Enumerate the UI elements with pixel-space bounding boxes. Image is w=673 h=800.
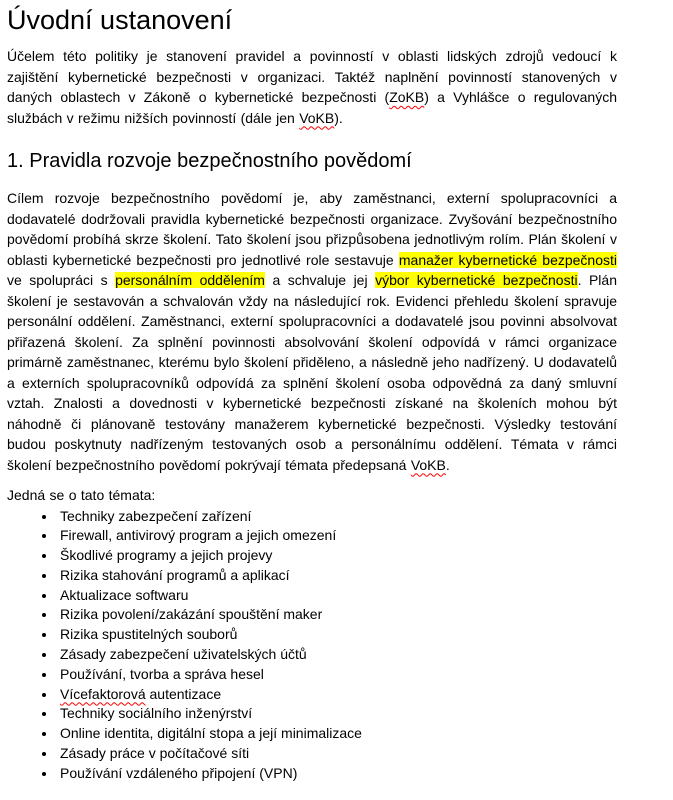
text-run: Rizika stahování programů a aplikací — [60, 566, 290, 583]
highlighted-text: manažer kybernetické bezpečnosti — [398, 251, 617, 268]
topic-list-item — [57, 546, 617, 566]
topic-list-item — [57, 586, 617, 606]
text-run: Používání vzdáleného připojení (VPN) — [60, 764, 298, 781]
topic-list-item — [57, 625, 617, 645]
text-run: Online identita, digitální stopa a její minimalizace — [60, 725, 362, 742]
misspelled-word: VoKB — [299, 109, 335, 126]
topic-list-item — [57, 744, 617, 764]
highlighted-text: personálním oddělením — [115, 272, 265, 288]
text-run: Techniky zabezpečení zařízení — [60, 507, 252, 524]
text-run: Zásady práce v počítačové síti — [60, 745, 250, 762]
topic-list-item — [57, 566, 617, 586]
text-run: autentizace — [145, 685, 222, 702]
highlighted-text: výbor kybernetické bezpečnosti — [375, 272, 578, 288]
topic-list-item — [57, 685, 617, 705]
topic-list-item — [57, 704, 617, 724]
text-run: Zásady zabezpečení uživatelských účtů — [60, 646, 307, 663]
text-run: Firewall, antivirový program a jejich omezení — [60, 527, 337, 544]
topics-list — [7, 507, 617, 784]
text-run: ) a Vyhlášce o regulovaných službách v režimu nižších povinností (dále jen — [7, 89, 617, 126]
body-paragraph — [7, 188, 617, 475]
text-run: Škodlivé programy a jejich projevy — [60, 547, 273, 564]
misspelled-word: Vícefaktorová — [60, 685, 146, 702]
topic-list-item — [57, 764, 617, 784]
document-title: Úvodní ustanovení — [7, 5, 233, 35]
section-heading: 1. Pravidla rozvoje bezpečnostního povědomí — [7, 150, 412, 172]
text-run: Účelem této politiky je stanovení pravidel a povinností v oblasti lidských zdrojů vedoucí k zajištění kybernetické bezpečnosti v organizaci. Taktéž naplnění povinností stanovených v daných oblastech v Zákoně o kybernetické bezpečnosti ( — [7, 48, 617, 105]
text-run: Techniky sociálního inženýrství — [60, 705, 253, 722]
topic-list-item — [57, 507, 617, 527]
intro-paragraph — [7, 46, 617, 128]
text-run: . Plán školení je sestavován a schvalován vždy na následující rok. Evidenci přehledu školení spravuje personální oddělení. Zaměstnanci, externí spolupracovníci a dodavatelé jsou povinni absolvovat přiřazená školení. Za splnění povinnosti absolvování školení odpovídá v rámci organizace primárně zaměstnanec, kterému bylo školení přiděleno, a následně jeho nadřízený. U dodavatelů a externích spolupracovníků odpovídá za splnění školení osoba odpovědná za daný smluvní vztah. Znalosti a dovednosti v kybernetické bezpečnosti získané na školeních mohou být náhodně či plánovaně testovány manažerem kybernetické bezpečnosti. Výsledky testování budou poskytnuty nadřízeným testovaných osob a personálnímu oddělení. Témata v rámci školení bezpečnostního povědomí pokrývají témata předepsaná — [7, 272, 617, 473]
text-run: Rizika spustitelných souborů — [60, 626, 238, 643]
misspelled-word: ZoKB — [389, 89, 425, 105]
text-run: ). — [334, 109, 343, 126]
text-run: Používání, tvorba a správa hesel — [60, 665, 264, 682]
text-run: Rizika povolení/zakázání spouštění maker — [60, 606, 323, 623]
topic-list-item — [57, 605, 617, 625]
misspelled-word: VoKB — [410, 456, 446, 473]
topic-list-item — [57, 665, 617, 685]
text-run: a schvaluje jej — [264, 272, 376, 288]
text-run: ve spolupráci s — [7, 272, 116, 288]
text-run: Aktualizace softwaru — [60, 586, 189, 603]
topic-list-item — [57, 645, 617, 665]
list-intro: Jedná se o tato témata: — [7, 487, 156, 503]
text-run: Cílem rozvoje bezpečnostního povědomí je, aby zaměstnanci, externí spolupracovníci a dodavatelé dodržovali pravidla kybernetické bezpečnosti organizace. Zvyšování bezpečnostního povědomí probíhá skrze školení. Tato školení jsou přizpůsobena jednotlivým rolím. Plán školení v oblasti kybernetické bezpečnosti pro jednotlivé role sestavuje — [7, 190, 617, 268]
text-run: . — [445, 456, 450, 473]
topic-list-item — [57, 724, 617, 744]
topic-list-item — [57, 526, 617, 546]
